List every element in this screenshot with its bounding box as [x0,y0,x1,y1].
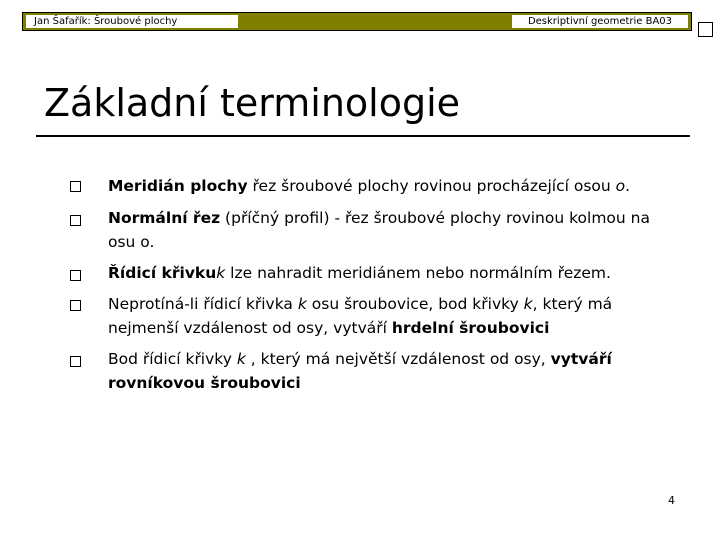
symbol-k: k [236,350,246,368]
bullet-item-meridian [108,174,668,198]
bullet-text-continued: osu o. [108,233,155,251]
bullet-text: (příčný profil) - řez šroubové plochy rovinou kolmou na [220,209,650,227]
symbol-o: o [615,177,626,195]
bullet-item-directing-curve [108,261,668,285]
bullet-text: , který má [532,295,613,313]
bullet-text-continued: nejmenší vzdálenost od osy, vytváří [108,319,392,337]
bullet-item-throat-helix [108,292,668,340]
header-course: Deskriptivní geometrie BA03 [512,15,688,28]
page-number: 4 [668,494,675,507]
slide-title: Základní terminologie [44,81,461,125]
bullet-item-normal-section [108,206,668,254]
bullet-item-equator-helix [108,347,668,395]
bullet-text: řez šroubové plochy rovinou procházející osou [247,177,616,195]
bullet-square-icon [70,356,81,367]
bullet-text: lze nahradit meridiánem nebo normálním řezem. [225,264,611,282]
term-meridian: Meridián plochy [108,177,248,195]
term-throat-helix: hrdelní šroubovici [391,319,550,337]
header-author-title: Jan Šafařík: Šroubové plochy [26,15,238,28]
title-divider [36,135,690,137]
bullet-square-icon [70,215,81,226]
term-normal-section: Normální řez [108,209,221,227]
symbol-k: k [216,264,226,282]
symbol-k: k [523,295,533,313]
bullet-text: Bod řídicí křivky [108,350,237,368]
header-bar [22,12,692,31]
term-directing-curve: Řídicí křivku [108,264,217,282]
bullet-text: , který má největší vzdálenost od osy, [245,350,551,368]
bullet-square-icon [70,270,81,281]
bullet-text-end: . [625,177,631,195]
corner-square-icon [698,22,713,37]
term-creates: vytváří [550,350,612,368]
bullet-text: Neprotíná-li řídicí křivka [108,295,298,313]
bullet-square-icon [70,300,81,311]
bullet-square-icon [70,181,81,192]
bullet-text: osu šroubovice, bod křivky [306,295,524,313]
symbol-k: k [297,295,307,313]
term-equator-helix: rovníkovou šroubovici [108,374,301,392]
